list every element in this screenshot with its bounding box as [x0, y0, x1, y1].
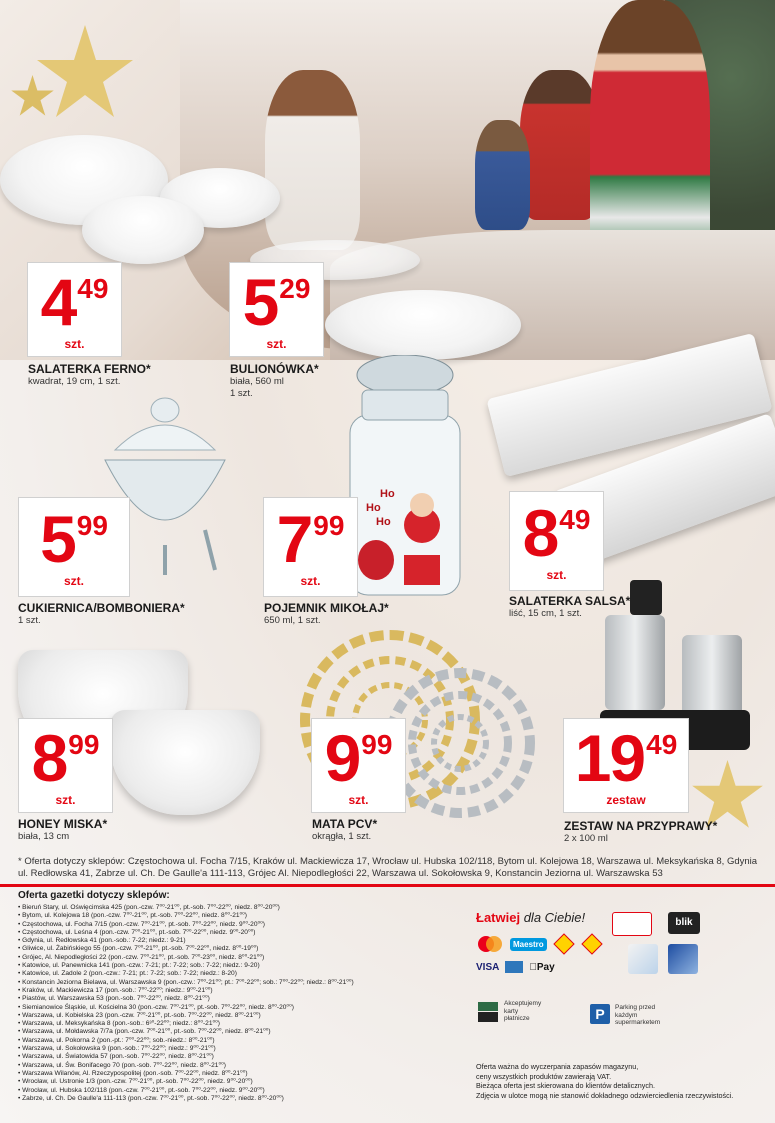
- product-desc-salaterka-ferno: kwadrat, 19 cm, 1 szt.: [28, 376, 121, 387]
- price-box-salaterka-salsa: [509, 491, 604, 591]
- price-integer: 5: [40, 502, 75, 576]
- parking-icon: P: [590, 1004, 610, 1024]
- product-name-salaterka-ferno: SALATERKA FERNO*: [28, 362, 151, 376]
- store-row: • Grójec, Al. Niepodległości 22 (pon.-czw. 7⁰⁰-21⁰⁰, pt.-sob. 7⁰⁰-23⁰⁰, niedz. 8⁰⁰-21⁰⁰): [18, 953, 265, 961]
- store-row: • Piastów, ul. Warszawska 53 (pon.-sob. 7⁰⁰-22⁰⁰, niedz. 8⁰⁰-21⁰⁰): [18, 995, 210, 1003]
- stores-rows: [18, 904, 458, 1103]
- product-desc-zestaw-przyprawy: 2 x 100 ml: [564, 833, 608, 844]
- product-desc-pojemnik-mikolaj: 650 ml, 1 szt.: [264, 615, 321, 626]
- price-integer: 8: [31, 720, 67, 795]
- delivery-badge-2-icon: [581, 933, 603, 955]
- product-name-mata-pcv: MATA PCV*: [312, 817, 378, 831]
- price-box-cukiernica: [18, 497, 130, 597]
- maestro-logo: Maestro: [510, 938, 547, 951]
- store-row: • Wrocław, ul. Ustronie 1/3 (pon.-czw. 7⁰⁰-21⁰⁰, pt.-sob. 7⁰⁰-22⁰⁰, niedz. 9⁰⁰-20⁰⁰): [18, 1078, 253, 1086]
- price-unit: szt.: [300, 574, 321, 588]
- product-name-zestaw-przyprawy: ZESTAW NA PRZYPRAWY*: [564, 819, 718, 833]
- sodexo-card-icon: [668, 944, 698, 974]
- stores-title: Oferta gazetki dotyczy sklepów:: [18, 890, 170, 901]
- girl-figure: [265, 70, 360, 250]
- store-row: • Warszawa, ul. Światowida 57 (pon.-sob. 7⁰⁰-22⁰⁰, niedz. 8⁰⁰-21⁰⁰): [18, 1053, 214, 1061]
- price-unit: szt.: [55, 792, 76, 807]
- price-unit: szt.: [546, 568, 567, 582]
- product-name-bulionowka: BULIONÓWKA*: [230, 362, 319, 376]
- price-unit: szt.: [266, 336, 287, 351]
- honey-bowl-2: [110, 710, 260, 815]
- price-box-honey-miska: [18, 718, 113, 813]
- apple-pay-logo: [529, 962, 554, 973]
- store-row: • Bieruń Stary, ul. Oświęcimska 425 (pon.-czw. 7⁰⁰-21⁰⁰, pt.-sob. 7⁰⁰-22⁰⁰, niedz. 8⁰⁰-20⁰⁰): [18, 904, 280, 911]
- akceptujemy-block: [476, 1000, 541, 1024]
- apple-pay-text: Pay: [529, 961, 548, 973]
- product-desc-mata-pcv: okrągła, 1 szt.: [312, 831, 372, 842]
- akceptujemy-line-2: karty: [504, 1007, 519, 1015]
- gold-star-small-icon: [10, 75, 55, 117]
- amex-icon: [505, 961, 523, 973]
- product-desc-salaterka-salsa: liść, 15 cm, 1 szt.: [509, 608, 582, 619]
- bulionowka-bowl: [325, 290, 521, 360]
- price-integer: 19: [574, 720, 645, 795]
- parking-line-3: supermarketem: [615, 1019, 661, 1026]
- price-unit: szt.: [64, 336, 85, 351]
- price-decimal: 29: [279, 272, 311, 304]
- blik-logo: blik: [668, 912, 700, 934]
- product-desc-cukiernica: 1 szt.: [18, 615, 41, 626]
- store-row: • Warszawa, ul. Mołdawska 7/7a (pon.-czw. 7⁰⁰-21⁰⁰, pt.-sob. 7⁰⁰-22⁰⁰, niedz. 8⁰⁰-21⁰⁰): [18, 1028, 271, 1036]
- price-box-bulionowka: [229, 262, 324, 357]
- man-figure: [520, 70, 600, 220]
- price-box-pojemnik-mikolaj: [263, 497, 358, 597]
- product-desc-bulionowka-2: 1 szt.: [230, 388, 253, 399]
- store-row: • Gliwice, ul. Żabińskiego 55 (pon.-czw. 7⁰⁰-21⁰⁰, pt.-sob. 7⁰⁰-22⁰⁰, niedz. 8⁰⁰-19⁰⁰): [18, 945, 259, 953]
- price-decimal: 49: [646, 728, 678, 760]
- dla-ciebie-text: dla Ciebie!: [523, 910, 586, 925]
- jar-ho-text-2: Ho: [366, 502, 381, 514]
- price-decimal: 99: [361, 728, 393, 760]
- payment-panel: [476, 910, 696, 973]
- product-name-cukiernica: CUKIERNICA/BOMBONIERA*: [18, 601, 185, 615]
- store-row: • Warszawa Wilanów, Al. Rzeczypospolitej (pon.-sob. 7⁰⁰-22⁰⁰, niedz. 8⁰⁰-21⁰⁰): [18, 1069, 248, 1077]
- store-row: • Siemianowice Śląskie, ul. Kościelna 30 (pon.-czw. 7⁰⁰-21⁰⁰, pt.-sob. 7⁰⁰-22⁰⁰, niedz. 8⁰⁰-20⁰⁰): [18, 1003, 294, 1011]
- divider-line: [0, 884, 775, 887]
- store-row: • Wrocław, ul. Hubska 102/118 (pon.-czw. 7⁰⁰-21⁰⁰, pt.-sob. 7⁰⁰-22⁰⁰, niedz. 9⁰⁰-20⁰⁰): [18, 1086, 265, 1094]
- price-integer: 8: [522, 496, 558, 570]
- store-row: • Warszawa, ul. Pokorna 2 (pon.-pt.: 7⁰⁰-22⁰⁰; sob.-niedz.: 8⁰⁰-21⁰⁰): [18, 1036, 215, 1044]
- salaterka-ferno-bowl-medium: [82, 196, 204, 264]
- price-decimal: 99: [313, 510, 345, 541]
- store-row: • Częstochowa, ul. Focha 7/15 (pon.-czw. 7⁰⁰-21⁰⁰, pt.-sob. 7⁰⁰-22⁰⁰, niedz. 9⁰⁰-20⁰⁰): [18, 920, 265, 928]
- legal-notice: [476, 1062, 766, 1100]
- store-row: • Kraków, ul. Mackiewicza 17 (pon.-sob.: 7⁰⁰-22⁰⁰; niedz.: 9⁰⁰-21⁰⁰): [18, 986, 213, 994]
- store-row: • Warszawa, ul. Meksykańska 8 (pon.-sob.: 6³⁰-22⁰⁰; niedz.: 8⁰⁰-21⁰⁰): [18, 1020, 220, 1028]
- price-unit: szt.: [63, 574, 84, 588]
- store-row: • Warszawa, ul. Św. Bonifacego 70 (pon.-sob. 7⁰⁰-22⁰⁰, niedz. 8⁰⁰-21⁰⁰): [18, 1061, 226, 1069]
- product-name-honey-miska: HONEY MISKA*: [18, 817, 108, 831]
- jar-ho-text-1: Ho: [380, 488, 395, 500]
- store-row: • Konstancin Jeziorna Bielawa, ul. Warszawska 9 (pon.-czw.: 7⁰⁰-21⁰⁰; pt.: 7⁰⁰-22⁰⁰; sob.: 7⁰⁰-22⁰⁰; niedz.: 8⁰⁰-21⁰⁰): [18, 978, 354, 986]
- parking-line-2: każdym: [615, 1011, 638, 1019]
- parking-block: [590, 1004, 660, 1027]
- latwiej-headline: [476, 910, 585, 925]
- akceptujemy-line-3: płatnicze: [504, 1015, 530, 1022]
- store-row: • Warszawa, ul. Sokołowska 9 (pon.-sob.: 7⁰⁰-22⁰⁰; niedz.: 9⁰⁰-21⁰⁰): [18, 1045, 216, 1053]
- mastercard-icon: [476, 935, 504, 953]
- price-integer: 5: [242, 264, 278, 339]
- store-row: • Bytom, ul. Kolejowa 18 (pon.-czw. 7⁰⁰-21⁰⁰, pt.-sob. 7⁰⁰-22⁰⁰, niedz. 8⁰⁰-21⁰⁰): [18, 912, 248, 920]
- store-row: • Zabrze, ul. Ch. De Gaulle'a 111-113 (pon.-czw. 7⁰⁰-21⁰⁰, pt.-sob. 7⁰⁰-22⁰⁰, niedz. 8⁰⁰-20⁰⁰): [18, 1094, 284, 1102]
- price-box-zestaw-przyprawy: [563, 718, 689, 813]
- store-row: • Częstochowa, ul. Leśna 4 (pon.-czw. 7⁰⁰-21⁰⁰, pt.-sob. 7⁰⁰-22⁰⁰, niedz. 9⁰⁰-20⁰⁰): [18, 928, 256, 936]
- price-decimal: 49: [77, 272, 109, 304]
- legal-line-3: Bieżąca oferta jest skierowana do klientów detalicznych.: [476, 1081, 655, 1090]
- store-row: • Katowice, ul. Zadole 2 (pon.-czw.: 7-21; pt.: 7-22; sob.: 7-22; niedz.: 8-20): [18, 970, 237, 978]
- offer-footnote: * Oferta dotyczy sklepów: Częstochowa ul. Focha 7/15, Kraków ul. Mackiewicza 17, Wrocław ul. Hubska 102/118, Bytom ul. Kolejowa 18, Warszawa ul. Meksykańska 8, Gdynia ul. Redłowska 41, Zabrze ul. Ch. De Gaulle'a 111-113, Grójec Al. Niepodległości 22, Warszawa ul. Sokołowska 9, Konstancin Jeziorna ul. Warszawska 53: [18, 856, 758, 879]
- store-row: • Warszawa, ul. Kobielska 23 (pon.-czw. 7⁰⁰-21⁰⁰, pt.-sob. 7⁰⁰-22⁰⁰, niedz. 8⁰⁰-21⁰⁰): [18, 1011, 261, 1019]
- price-box-salaterka-ferno: [27, 262, 122, 357]
- price-decimal: 99: [76, 510, 108, 541]
- gift-card-icon: [612, 912, 652, 936]
- jar-ho-text-3: Ho: [376, 516, 391, 528]
- price-box-mata-pcv: [311, 718, 406, 813]
- product-name-salaterka-salsa: SALATERKA SALSA*: [509, 594, 631, 608]
- product-desc-honey-miska: biała, 13 cm: [18, 831, 70, 842]
- bankomat-icon: [476, 1000, 500, 1024]
- akceptujemy-line-1: Akceptujemy: [504, 1000, 542, 1007]
- mata-pcv-silver-image: [385, 668, 535, 818]
- delivery-badge-icon: [553, 933, 575, 955]
- visa-logo: VISA: [476, 961, 500, 973]
- legal-line-2: ceny wszystkich produktów zawierają VAT.: [476, 1071, 612, 1081]
- legal-line-4: Zdjęcia w ulotce mogą nie stanowić dokładnego odzwierciedlenia rzeczywistości.: [476, 1090, 734, 1100]
- price-unit: zestaw: [606, 792, 646, 807]
- pojemnik-mikolaj-jar-image: [340, 355, 470, 600]
- price-integer: 9: [324, 720, 360, 795]
- store-row: • Katowice, ul. Panewnicka 141 (pon.-czw.: 7-21; pt.: 7-22; sob.: 7-22; niedz.: 9-20): [18, 962, 260, 970]
- stores-list: [18, 890, 458, 1103]
- price-integer: 4: [40, 264, 76, 339]
- product-desc-bulionowka: biała, 560 ml: [230, 376, 284, 387]
- ticket-card-icon: [628, 944, 658, 974]
- price-decimal: 49: [559, 504, 591, 535]
- price-decimal: 99: [68, 728, 100, 760]
- boy-figure: [475, 120, 530, 230]
- price-unit: szt.: [348, 792, 369, 807]
- price-integer: 7: [276, 502, 312, 576]
- store-row: • Gdynia, ul. Redłowska 41 (pon.-sob.: 7-22; niedz.: 9-21): [18, 937, 186, 945]
- latwiej-word: Łatwiej: [476, 910, 521, 925]
- product-name-pojemnik-mikolaj: POJEMNIK MIKOŁAJ*: [264, 601, 389, 615]
- legal-line-1: Oferta ważna do wyczerpania zapasów magazynu,: [476, 1062, 639, 1071]
- parking-line-1: Parking przed: [615, 1004, 656, 1011]
